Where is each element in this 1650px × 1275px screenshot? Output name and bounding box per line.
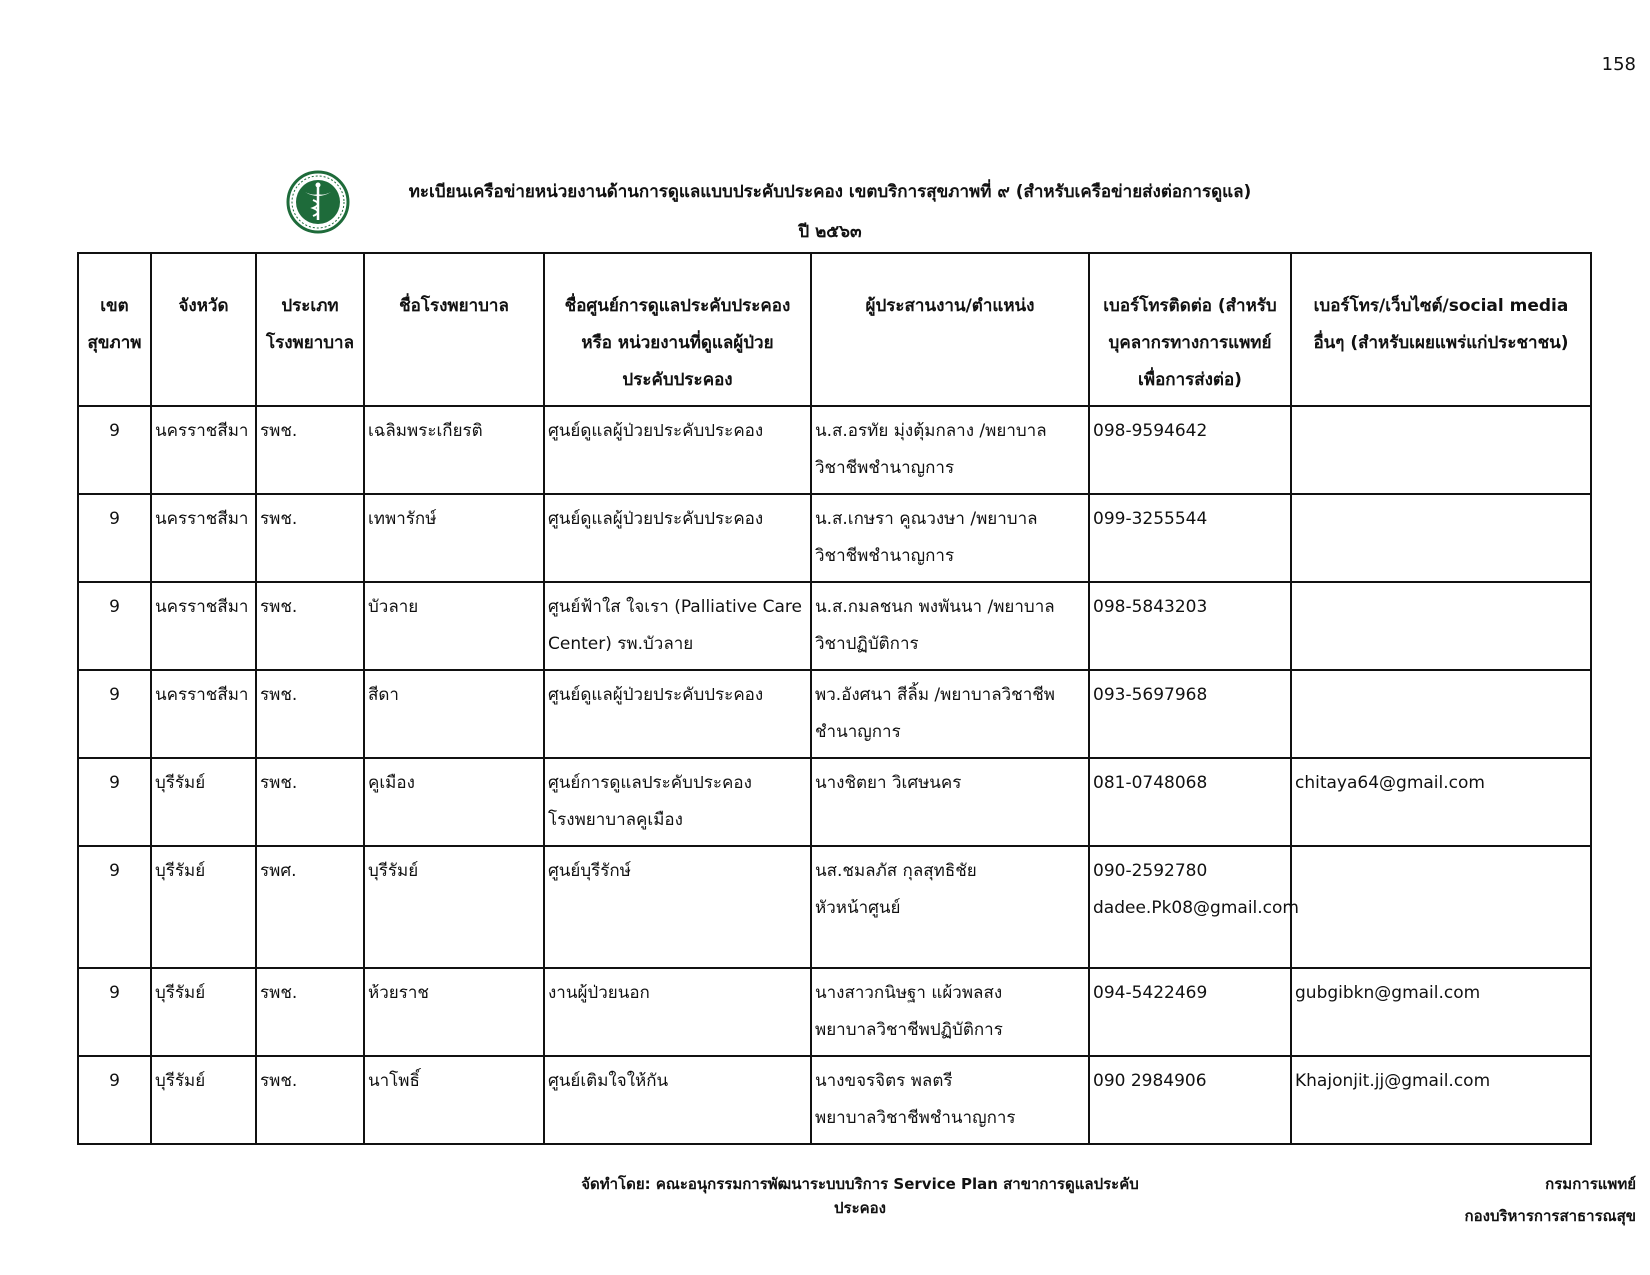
table-header-row — [78, 253, 1591, 406]
public-contact-cell — [1291, 582, 1591, 670]
column-header-zone: เขต สุขภาพ — [78, 253, 151, 406]
hospital-name-cell: คูเมือง — [364, 758, 544, 846]
medical-phone-cell: 090-2592780 dadee.Pk08@gmail.com — [1089, 846, 1291, 968]
province-cell: นครราชสีมา — [151, 406, 256, 494]
zone-cell: 9 — [78, 494, 151, 582]
registry-table — [77, 252, 1592, 1145]
medical-phone-cell: 081-0748068 — [1089, 758, 1291, 846]
province-cell: นครราชสีมา — [151, 670, 256, 758]
hospital-name-cell: บุรีรัมย์ — [364, 846, 544, 968]
zone-cell: 9 — [78, 968, 151, 1056]
province-cell: บุรีรัมย์ — [151, 846, 256, 968]
table-row — [78, 846, 1591, 968]
column-header-public-contact: เบอร์โทร/เว็บไซต์/social media อื่นๆ (สำหรับเผยแพร่แก่ประชาชน) — [1291, 253, 1591, 406]
center-name-cell: งานผู้ป่วยนอก — [544, 968, 811, 1056]
province-cell: นครราชสีมา — [151, 494, 256, 582]
hospital-name-cell: สีดา — [364, 670, 544, 758]
hospital-type-cell: รพช. — [256, 406, 364, 494]
medical-phone-cell: 098-5843203 — [1089, 582, 1291, 670]
table-row — [78, 968, 1591, 1056]
zone-cell: 9 — [78, 670, 151, 758]
hospital-type-cell: รพช. — [256, 968, 364, 1056]
table-body — [78, 406, 1591, 1144]
coordinator-cell: น.ส.กมลชนก พงพันนา /พยาบาล วิชาปฏิบัติการ — [811, 582, 1089, 670]
public-contact-cell — [1291, 406, 1591, 494]
ministry-of-public-health-seal-icon — [283, 170, 353, 234]
province-cell: บุรีรัมย์ — [151, 1056, 256, 1144]
coordinator-cell: น.ส.อรทัย มุ่งตุ้มกลาง /พยาบาล วิชาชีพชำนาญการ — [811, 406, 1089, 494]
footer-prepared-by: จัดทำโดย: คณะอนุกรรมการพัฒนาระบบบริการ Service Plan สาขาการดูแลประคับประคอง — [581, 1175, 1139, 1217]
coordinator-cell: น.ส.เกษรา คูณวงษา /พยาบาล วิชาชีพชำนาญการ — [811, 494, 1089, 582]
public-contact-cell: gubgibkn@gmail.com — [1291, 968, 1591, 1056]
footer-org-department: กรมการแพทย์ — [1545, 1175, 1636, 1193]
document-title: ทะเบียนเครือข่ายหน่วยงานด้านการดูแลแบบประคับประคอง เขตบริการสุขภาพที่ ๙ (สำหรับเครือข่ายส่งต่อการดูแล) — [408, 182, 1252, 202]
hospital-name-cell: ห้วยราช — [364, 968, 544, 1056]
medical-phone-cell: 099-3255544 — [1089, 494, 1291, 582]
center-name-cell: ศูนย์ดูแลผู้ป่วยประคับประคอง — [544, 670, 811, 758]
medical-phone-cell: 090 2984906 — [1089, 1056, 1291, 1144]
table-row — [78, 406, 1591, 494]
hospital-name-cell: เทพารักษ์ — [364, 494, 544, 582]
hospital-type-cell: รพช. — [256, 494, 364, 582]
coordinator-cell: นางขจรจิตร พลตรี พยาบาลวิชาชีพชำนาญการ — [811, 1056, 1089, 1144]
zone-cell: 9 — [78, 846, 151, 968]
zone-cell: 9 — [78, 582, 151, 670]
table-row — [78, 494, 1591, 582]
column-header-coordinator: ผู้ประสานงาน/ตำแหน่ง — [811, 253, 1089, 406]
column-header-province: จังหวัด — [151, 253, 256, 406]
hospital-type-cell: รพช. — [256, 670, 364, 758]
page-number: 158 — [1601, 54, 1636, 75]
center-name-cell: ศูนย์ดูแลผู้ป่วยประคับประคอง — [544, 406, 811, 494]
center-name-cell: ศูนย์ดูแลผู้ป่วยประคับประคอง — [544, 494, 811, 582]
column-header-hospital-type: ประเภท โรงพยาบาล — [256, 253, 364, 406]
public-contact-cell — [1291, 846, 1591, 968]
zone-cell: 9 — [78, 1056, 151, 1144]
center-name-cell: ศูนย์บุรีรักษ์ — [544, 846, 811, 968]
hospital-type-cell: รพช. — [256, 758, 364, 846]
coordinator-cell: นางสาวกนิษฐา แผ้วพลสง พยาบาลวิชาชีพปฏิบัติการ — [811, 968, 1089, 1056]
column-header-center-name: ชื่อศูนย์การดูแลประคับประคอง หรือ หน่วยงานที่ดูแลผู้ป่วย ประคับประคอง — [544, 253, 811, 406]
document-subtitle: ปี ๒๕๖๓ — [798, 222, 862, 242]
hospital-type-cell: รพช. — [256, 582, 364, 670]
coordinator-cell: นางชิตยา วิเศษนคร — [811, 758, 1089, 846]
table-row — [78, 582, 1591, 670]
center-name-cell: ศูนย์การดูแลประคับประคอง โรงพยาบาลคูเมือง — [544, 758, 811, 846]
public-contact-cell: chitaya64@gmail.com — [1291, 758, 1591, 846]
table-row — [78, 758, 1591, 846]
coordinator-cell: พว.อังศนา สีลิ้ม /พยาบาลวิชาชีพ ชำนาญการ — [811, 670, 1089, 758]
hospital-name-cell: นาโพธิ์ — [364, 1056, 544, 1144]
province-cell: นครราชสีมา — [151, 582, 256, 670]
medical-phone-cell: 094-5422469 — [1089, 968, 1291, 1056]
table-row — [78, 670, 1591, 758]
province-cell: บุรีรัมย์ — [151, 758, 256, 846]
hospital-type-cell: รพศ. — [256, 846, 364, 968]
public-contact-cell — [1291, 670, 1591, 758]
hospital-type-cell: รพช. — [256, 1056, 364, 1144]
medical-phone-cell: 093-5697968 — [1089, 670, 1291, 758]
center-name-cell: ศูนย์เติมใจให้กัน — [544, 1056, 811, 1144]
footer-org-division: กองบริหารการสาธารณสุข — [1464, 1207, 1636, 1225]
zone-cell: 9 — [78, 758, 151, 846]
coordinator-cell: นส.ชมลภัส กุลสุทธิชัย หัวหน้าศูนย์ — [811, 846, 1089, 968]
zone-cell: 9 — [78, 406, 151, 494]
hospital-name-cell: บัวลาย — [364, 582, 544, 670]
medical-phone-cell: 098-9594642 — [1089, 406, 1291, 494]
center-name-cell: ศูนย์ฟ้าใส ใจเรา (Palliative Care Center) รพ.บัวลาย — [544, 582, 811, 670]
column-header-hospital-name: ชื่อโรงพยาบาล — [364, 253, 544, 406]
public-contact-cell: Khajonjit.jj@gmail.com — [1291, 1056, 1591, 1144]
table-row — [78, 1056, 1591, 1144]
province-cell: บุรีรัมย์ — [151, 968, 256, 1056]
hospital-name-cell: เฉลิมพระเกียรติ — [364, 406, 544, 494]
public-contact-cell — [1291, 494, 1591, 582]
column-header-medical-phone: เบอร์โทรติดต่อ (สำหรับ บุคลากรทางการแพทย์ เพื่อการส่งต่อ) — [1089, 253, 1291, 406]
